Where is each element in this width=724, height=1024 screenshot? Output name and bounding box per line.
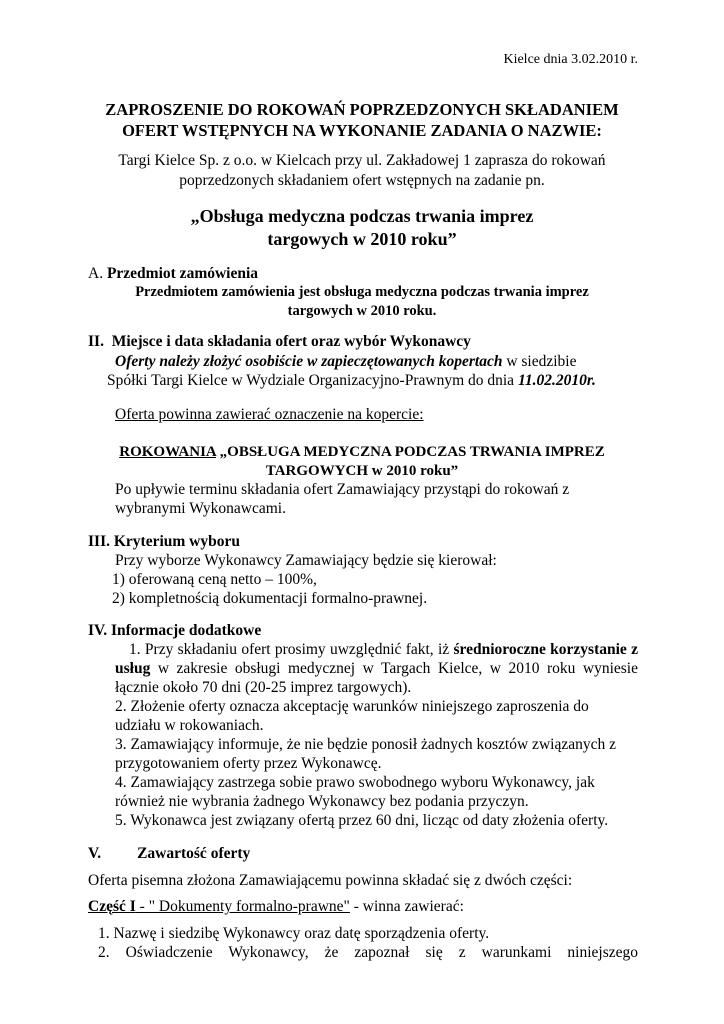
section-a-text-line-2: targowych w 2010 roku. <box>287 303 437 319</box>
section-4-p1-bold: średnioroczne korzystanie z <box>453 641 638 658</box>
section-3-heading <box>88 533 240 551</box>
section-2-line-1-rest: w siedzibie <box>502 353 577 370</box>
section-2-line-2 <box>107 372 596 390</box>
section-5-text: Oferta pisemna złożona Zamawiającemu powinna składać się z dwóch części: <box>88 872 573 889</box>
section-2-line-1 <box>115 353 577 371</box>
section-3-number: III. <box>88 533 110 550</box>
section-a-heading <box>88 265 258 283</box>
section-2-heading <box>88 333 471 351</box>
section-5-item-1: 1. Nazwę i siedzibę Wykonawcy oraz datę sporządzenia oferty. <box>98 925 490 942</box>
section-4-p2-line-2: udziału w rokowaniach. <box>115 717 264 734</box>
section-4-p2-line-1: 2. Złożenie oferty oznacza akceptację warunków niniejszego zaproszenia do <box>115 698 589 715</box>
document-date: Kielce dnia 3.02.2010 r. <box>503 52 638 67</box>
task-name-line-1: „Obsługa medyczna podczas trwania imprez <box>190 206 534 226</box>
section-5-title: Zawartość oferty <box>137 845 251 862</box>
section-4-number: IV. <box>88 622 108 639</box>
section-5-part-1 <box>88 898 464 916</box>
section-5-part-1-label: Część I <box>88 898 136 915</box>
title-line-1: ZAPROSZENIE DO ROKOWAŃ POPRZEDZONYCH SKŁADANIEM <box>105 100 619 119</box>
section-3-title: Kryterium wyboru <box>113 533 240 550</box>
section-5-heading <box>88 845 250 863</box>
section-2-title: Miejsce i data składania ofert oraz wybór Wykonawcy <box>111 333 471 350</box>
section-3-item-2: 2) kompletnością dokumentacji formalno-prawnej. <box>112 590 428 607</box>
section-4-p1-bold-2: usług <box>115 660 151 677</box>
section-a-number: A. <box>88 265 104 282</box>
section-5-item-2: 2. Oświadczenie Wykonawcy, że zapoznał się z warunkami niniejszego <box>98 944 638 961</box>
section-5-part-1-name: - " Dokumenty formalno-prawne" <box>135 898 350 915</box>
section-2-envelope-label: Oferta powinna zawierać oznaczenie na kopercie: <box>115 406 424 423</box>
section-4-p5: 5. Wykonawca jest związany ofertą przez 60 dni, licząc od daty złożenia oferty. <box>115 812 609 829</box>
section-2-envelope-word: ROKOWANIA <box>119 444 216 460</box>
section-2-italic-instruction: Oferty należy złożyć osobiście w zapieczętowanych kopertach <box>115 353 503 370</box>
section-4-p4-line-2: również nie wybrania żadnego Wykonawcy bez podania przyczyn. <box>115 793 529 810</box>
section-4-p3-line-1: 3. Zamawiający informuje, że nie będzie ponosił żadnych kosztów związanych z <box>115 736 616 753</box>
section-5-number: V. <box>88 845 102 862</box>
section-2-number: II. <box>88 333 104 350</box>
section-3-intro: Przy wyborze Wykonawcy Zamawiający będzie się kierował: <box>115 552 497 569</box>
section-2-deadline: 11.02.2010r. <box>517 372 596 389</box>
section-a-title: Przedmiot zamówienia <box>106 265 259 282</box>
section-2-after-line-2: wybranymi Wykonawcami. <box>115 500 286 517</box>
section-4-p1-line-3: łącznie około 70 dni (20-25 imprez targowych). <box>115 679 412 696</box>
section-2-line-2-text: Spółki Targi Kielce w Wydziale Organizacyjno-Prawnym do dnia <box>107 372 518 389</box>
section-2-envelope-title-1 <box>40 444 684 461</box>
section-a-text-line-1: Przedmiotem zamówienia jest obsługa medyczna podczas trwania imprez <box>135 284 589 300</box>
section-4-p1-line-2 <box>115 660 638 678</box>
task-name-line-2: targowych w 2010 roku” <box>267 229 457 249</box>
section-5-part-1-rest: - winna zawierać: <box>349 898 464 915</box>
section-3-item-1: 1) oferowaną ceną netto – 100%, <box>112 571 317 588</box>
section-4-p4-line-1: 4. Zamawiający zastrzega sobie prawo swobodnego wyboru Wykonawcy, jak <box>115 774 595 791</box>
section-4-p1-line-2-text: w zakresie obsługi medycznej w Targach Kielce, w 2010 roku wyniesie <box>150 660 638 677</box>
intro-line-1: Targi Kielce Sp. z o.o. w Kielcach przy ul. Zakładowej 1 zaprasza do rokowań <box>118 152 606 169</box>
section-4-p1-text: 1. Przy składaniu ofert prosimy uwzględnić fakt, iż <box>129 641 454 658</box>
section-2-after-line-1: Po upływie terminu składania ofert Zamawiający przystąpi do rokowań z <box>115 481 570 498</box>
section-4-p3-line-2: przygotowaniem oferty przez Wykonawcę. <box>115 755 382 772</box>
section-2-envelope-title-1-text: „OBSŁUGA MEDYCZNA PODCZAS TRWANIA IMPREZ <box>215 444 605 460</box>
section-4-p1-line-1 <box>129 641 638 659</box>
title-line-2: OFERT WSTĘPNYCH NA WYKONANIE ZADANIA O NAZWIE: <box>122 121 602 140</box>
section-4-title: Informacje dodatkowe <box>110 622 262 639</box>
section-4-heading <box>88 622 261 640</box>
section-2-envelope-title-2: TARGOWYCH w 2010 roku” <box>265 463 459 479</box>
intro-line-2: poprzedzonych składaniem ofert wstępnych na zadanie pn. <box>179 172 545 189</box>
